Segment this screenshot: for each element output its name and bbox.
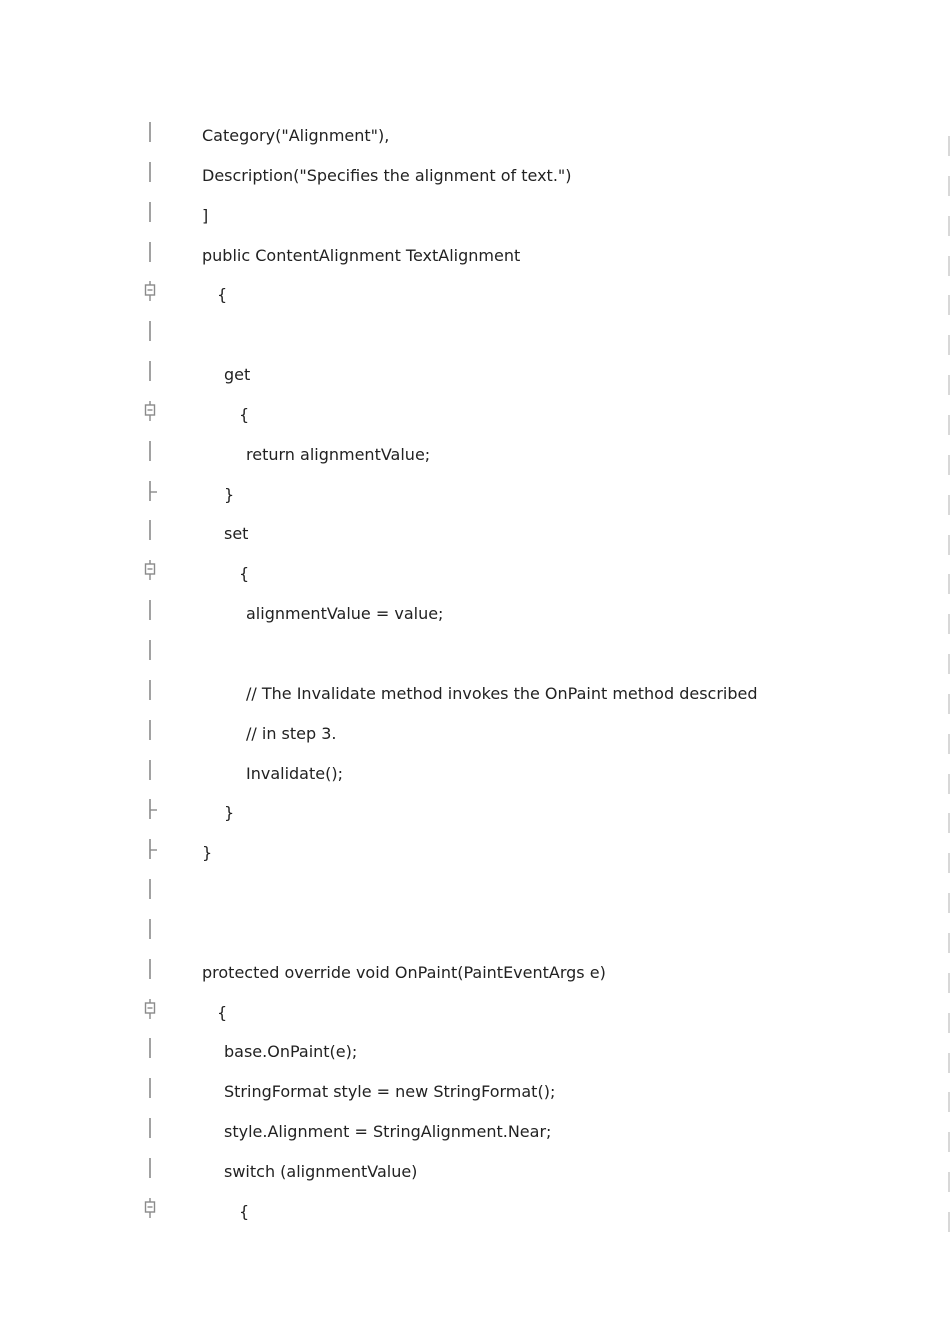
vertical-guide-icon <box>140 674 162 714</box>
vertical-guide-icon <box>140 1112 162 1152</box>
code-line <box>0 475 950 515</box>
code-line <box>0 754 950 794</box>
code-line <box>0 674 950 714</box>
code-text: get <box>224 365 251 385</box>
vertical-guide-icon <box>140 1072 162 1112</box>
vertical-guide-icon <box>140 634 162 674</box>
page-edge-marks <box>946 116 950 1236</box>
code-line <box>0 315 950 355</box>
code-text: ] <box>202 205 209 225</box>
code-line <box>0 435 950 475</box>
code-text: style.Alignment = StringAlignment.Near; <box>224 1122 552 1142</box>
code-text: switch (alignmentValue) <box>224 1161 418 1181</box>
code-text: // The Invalidate method invokes the OnPaint method described <box>246 683 758 703</box>
code-line <box>0 953 950 993</box>
vertical-guide-icon <box>140 355 162 395</box>
code-text: Description("Specifies the alignment of text.") <box>202 165 572 185</box>
vertical-guide-icon <box>140 435 162 475</box>
code-text: { <box>239 1201 250 1221</box>
code-text: // in step 3. <box>246 723 337 743</box>
code-line <box>0 913 950 953</box>
code-text: { <box>239 404 250 424</box>
vertical-guide-icon <box>140 236 162 276</box>
code-line <box>0 116 950 156</box>
collapse-block-icon[interactable] <box>140 1192 162 1232</box>
vertical-guide-icon <box>140 714 162 754</box>
block-end-icon <box>140 793 162 833</box>
code-line <box>0 355 950 395</box>
code-text: alignmentValue = value; <box>246 604 444 624</box>
code-line <box>0 1032 950 1072</box>
vertical-guide-icon <box>140 873 162 913</box>
collapse-block-icon[interactable] <box>140 395 162 435</box>
vertical-guide-icon <box>140 594 162 634</box>
code-text: set <box>224 524 249 544</box>
vertical-guide-icon <box>140 754 162 794</box>
code-text: protected override void OnPaint(PaintEventArgs e) <box>202 962 606 982</box>
code-text: base.OnPaint(e); <box>224 1042 358 1062</box>
block-end-icon <box>140 833 162 873</box>
code-text: } <box>224 484 235 504</box>
code-text: { <box>217 1002 228 1022</box>
code-line <box>0 594 950 634</box>
code-text: } <box>224 803 235 823</box>
code-line <box>0 275 950 315</box>
vertical-guide-icon <box>140 1152 162 1192</box>
code-line <box>0 1152 950 1192</box>
code-listing <box>0 116 950 1232</box>
vertical-guide-icon <box>140 514 162 554</box>
vertical-guide-icon <box>140 913 162 953</box>
code-text: { <box>239 564 250 584</box>
code-text: Invalidate(); <box>246 763 343 783</box>
code-line <box>0 196 950 236</box>
code-line <box>0 156 950 196</box>
code-line <box>0 514 950 554</box>
vertical-guide-icon <box>140 196 162 236</box>
code-line <box>0 1112 950 1152</box>
code-line <box>0 634 950 674</box>
code-line <box>0 395 950 435</box>
code-text: } <box>202 843 213 863</box>
block-end-icon <box>140 475 162 515</box>
code-line <box>0 793 950 833</box>
vertical-guide-icon <box>140 315 162 355</box>
vertical-guide-icon <box>140 953 162 993</box>
code-text: StringFormat style = new StringFormat(); <box>224 1082 556 1102</box>
code-text: Category("Alignment"), <box>202 126 390 145</box>
code-line <box>0 873 950 913</box>
code-line <box>0 1072 950 1112</box>
vertical-guide-icon <box>140 1032 162 1072</box>
code-text: return alignmentValue; <box>246 444 431 464</box>
code-line <box>0 714 950 754</box>
collapse-block-icon[interactable] <box>140 275 162 315</box>
code-line <box>0 833 950 873</box>
collapse-block-icon[interactable] <box>140 554 162 594</box>
code-line <box>0 236 950 276</box>
vertical-guide-icon <box>140 156 162 196</box>
collapse-block-icon[interactable] <box>140 993 162 1033</box>
code-line <box>0 554 950 594</box>
code-line <box>0 1192 950 1232</box>
code-text: { <box>217 285 228 305</box>
code-line <box>0 993 950 1033</box>
vertical-guide-icon <box>140 116 162 156</box>
code-text: public ContentAlignment TextAlignment <box>202 245 521 265</box>
